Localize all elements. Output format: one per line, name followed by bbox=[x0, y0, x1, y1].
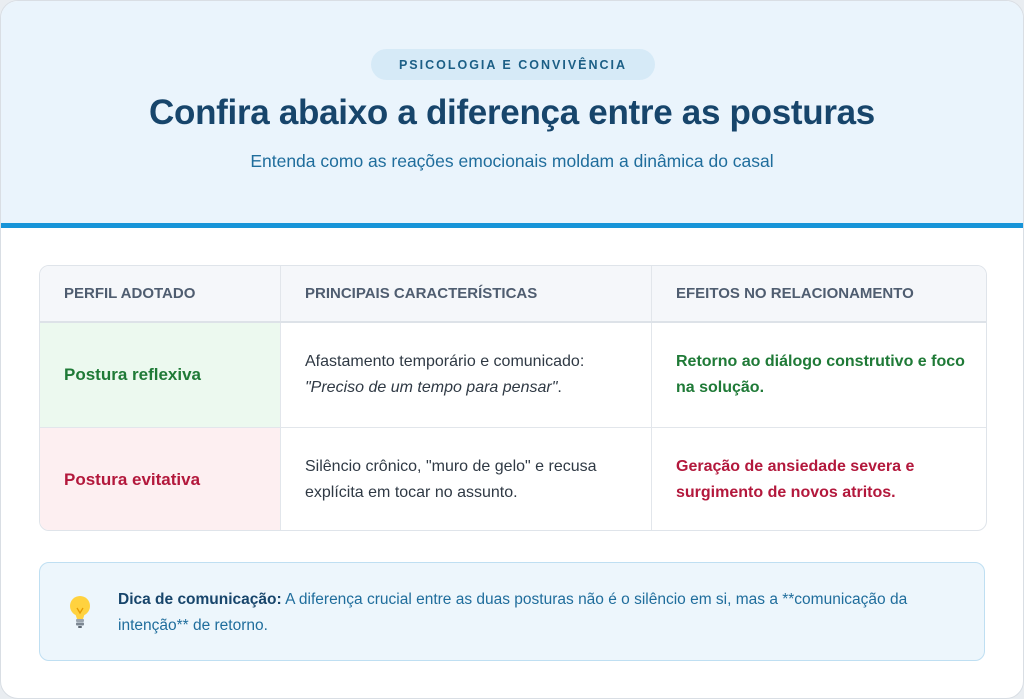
page-subtitle: Entenda como as reações emocionais moldam a dinâmica do casal bbox=[250, 151, 774, 171]
table-row bbox=[40, 323, 986, 428]
effects-cell-negative: Geração de ansiedade severa e surgimento de novos atritos. bbox=[651, 428, 986, 531]
column-header-effects: EFEITOS NO RELACIONAMENTO bbox=[651, 266, 986, 321]
table-header-row bbox=[40, 266, 986, 323]
page-title: Confira abaixo a diferença entre as posturas bbox=[149, 93, 875, 132]
lightbulb-icon bbox=[68, 595, 92, 629]
characteristics-quote: "Preciso de um tempo para pensar" bbox=[305, 379, 558, 396]
profile-cell-avoidant: Postura evitativa bbox=[40, 428, 280, 531]
table-row bbox=[40, 428, 986, 531]
characteristics-cell bbox=[280, 323, 651, 427]
profile-cell-reflexive: Postura reflexiva bbox=[40, 323, 280, 427]
characteristics-cell: Silêncio crônico, "muro de gelo" e recusa explícita em tocar no assunto. bbox=[280, 428, 651, 531]
communication-tip-box bbox=[39, 562, 985, 661]
category-badge: PSICOLOGIA E CONVIVÊNCIA bbox=[371, 49, 655, 80]
tip-text bbox=[118, 587, 958, 639]
comparison-table bbox=[39, 265, 987, 531]
column-header-profile: PERFIL ADOTADO bbox=[64, 285, 196, 302]
tip-body: A diferença crucial entre as duas posturas não é o silêncio em si, mas a **comunicação da intenção** de retorno. bbox=[118, 591, 908, 634]
characteristics-end: . bbox=[557, 379, 562, 396]
header-divider bbox=[1, 223, 1023, 228]
tip-label: Dica de comunicação: bbox=[118, 591, 282, 608]
characteristics-text: Afastamento temporário e comunicado: bbox=[305, 353, 585, 370]
effects-cell-positive: Retorno ao diálogo construtivo e foco na solução. bbox=[651, 323, 986, 427]
column-header-characteristics: PRINCIPAIS CARACTERÍSTICAS bbox=[280, 266, 651, 321]
header-section bbox=[1, 1, 1023, 223]
